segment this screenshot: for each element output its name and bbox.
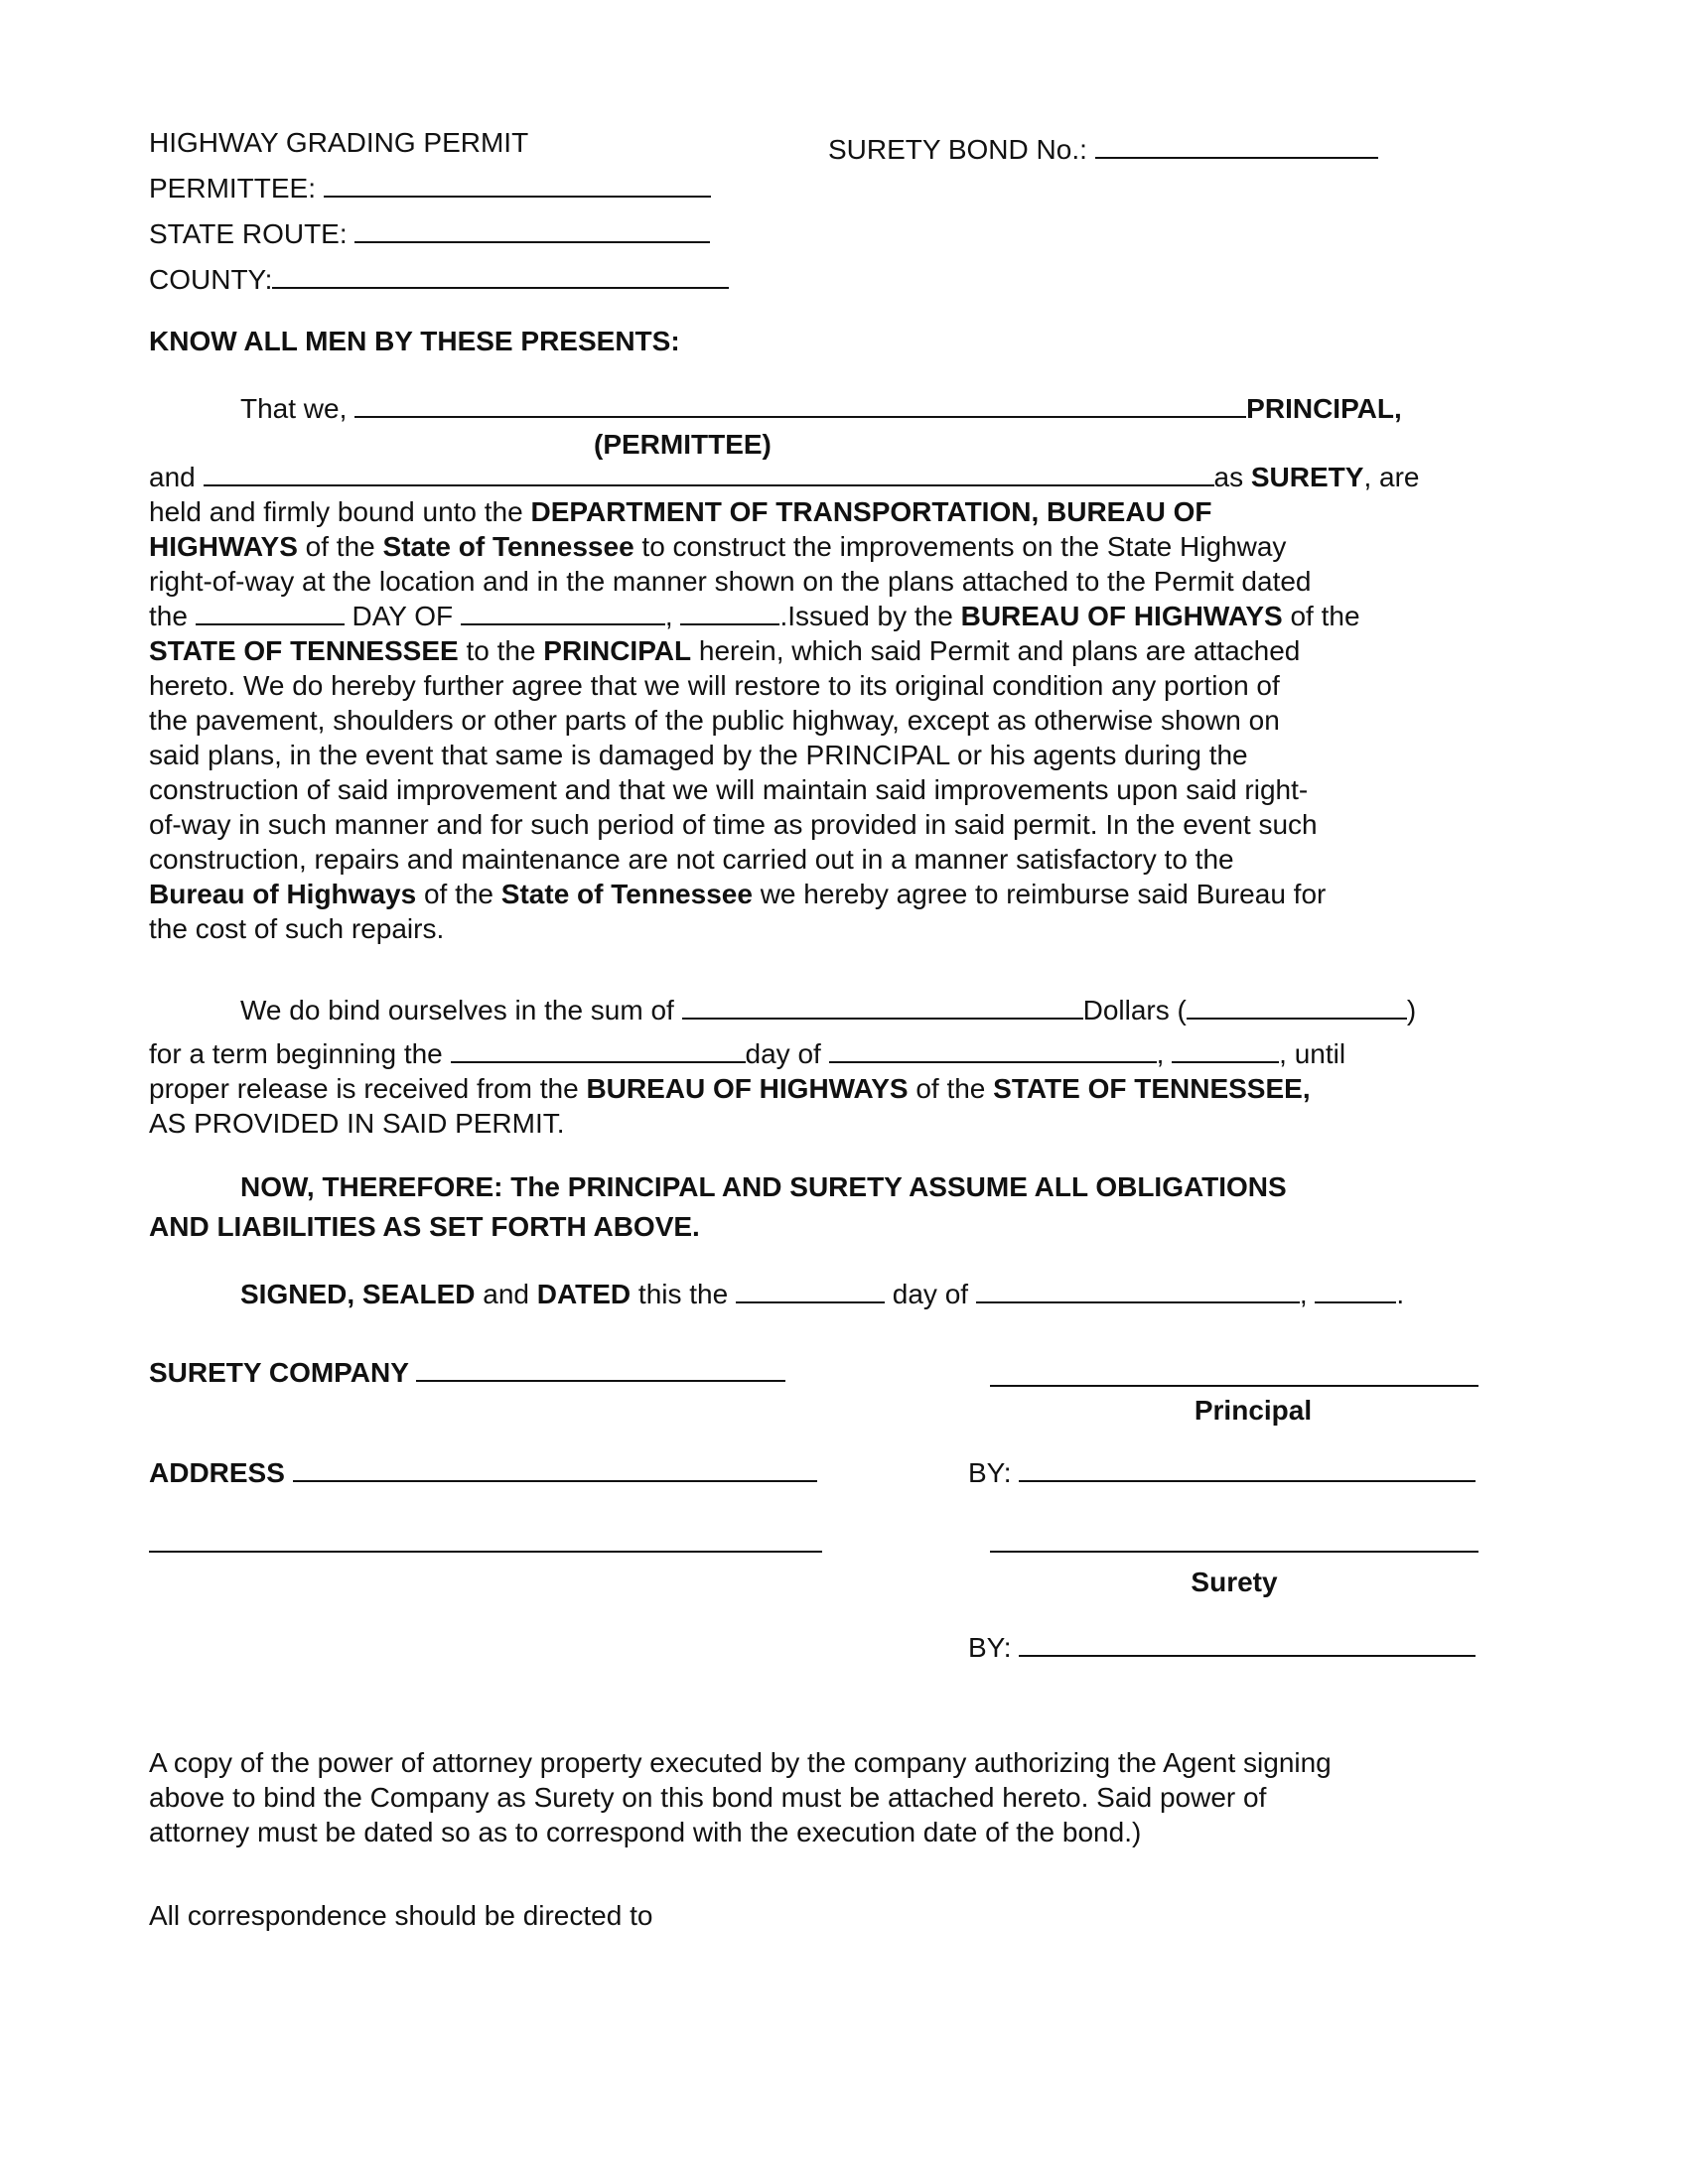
now-therefore-line-2: AND LIABILITIES AS SET FORTH ABOVE. (149, 1211, 700, 1242)
body-text: this the (631, 1279, 736, 1309)
body-text: AS PROVIDED IN SAID PERMIT. (149, 1108, 565, 1139)
body-text: of the (416, 879, 501, 909)
body-text-bold: HIGHWAYS (149, 531, 298, 562)
that-we-row (240, 391, 1402, 426)
permittee-field[interactable] (324, 172, 711, 198)
body-text-bold: PRINCIPAL (543, 635, 692, 666)
are-label: , are (1363, 462, 1420, 492)
by-label: BY: (968, 1457, 1012, 1488)
now-therefore-line-1: NOW, THEREFORE: The PRINCIPAL AND SURETY ASSUME ALL OBLIGATIONS (240, 1171, 1287, 1202)
body-text: of the (908, 1073, 994, 1104)
county-row (149, 262, 729, 297)
body-text: of the (297, 531, 383, 562)
sum-amount-field[interactable] (1187, 994, 1407, 1020)
body-text: proper release is received from the (149, 1073, 587, 1104)
body-text: herein, which said Permit and plans are attached (691, 635, 1301, 666)
surety-bond-row (828, 132, 1378, 167)
surety-company-row (149, 1355, 785, 1390)
body-text: .Issued by the (779, 601, 961, 631)
body-text: construction of said improvement and that we will maintain said improvements upon said right- (149, 774, 1309, 805)
permit-year-field[interactable] (680, 600, 779, 625)
address-field-2[interactable] (149, 1551, 822, 1553)
bind-sum-row (240, 993, 1416, 1027)
body-text-bold: DEPARTMENT OF TRANSPORTATION, BUREAU OF (530, 496, 1212, 527)
surety-caption: Surety (1191, 1567, 1278, 1597)
body-text: . (1396, 1279, 1405, 1309)
body-text: of the (1282, 601, 1360, 631)
and-label: and (149, 462, 196, 492)
body-text-bold: STATE OF TENNESSEE, (993, 1073, 1311, 1104)
state-route-field[interactable] (354, 217, 710, 243)
surety-label: SURETY (1250, 462, 1364, 492)
signed-sealed-row (240, 1277, 1404, 1311)
sum-words-field[interactable] (682, 994, 1083, 1020)
body-text-bold: BUREAU OF HIGHWAYS (586, 1073, 909, 1104)
correspondence-note: All correspondence should be directed to (149, 1900, 653, 1931)
body-text: , (1156, 1038, 1173, 1069)
body-text-bold: DATED (536, 1279, 632, 1309)
signed-day-field[interactable] (736, 1278, 885, 1303)
term-day-field[interactable] (451, 1037, 746, 1063)
as-label: as (1213, 462, 1251, 492)
body-text-bold: SIGNED, SEALED (240, 1279, 476, 1309)
by-label: BY: (968, 1632, 1012, 1663)
surety-by-field[interactable] (1019, 1631, 1476, 1657)
permittee-caption: (PERMITTEE) (594, 429, 772, 460)
principal-field[interactable] (354, 392, 1246, 418)
state-route-row (149, 216, 710, 251)
power-of-attorney-note (149, 1745, 1484, 1849)
body-text: the cost of such repairs. (149, 913, 445, 944)
body-text: held and firmly bound unto the (149, 496, 531, 527)
principal-caption: Principal (1194, 1395, 1313, 1426)
address-field-1[interactable] (293, 1456, 817, 1482)
body-text: said plans, in the event that same is damaged by the PRINCIPAL or his agents during the (149, 740, 1248, 770)
principal-by-row (968, 1455, 1476, 1490)
body-text: , (664, 601, 681, 631)
surety-bond-label: SURETY BOND No.: (828, 134, 1087, 165)
that-we-label: That we, (240, 393, 348, 424)
body-text: hereto. We do hereby further agree that we will restore to its original condition any portion of (149, 670, 1280, 701)
body-text: DAY OF (344, 601, 461, 631)
body-text: , until (1279, 1038, 1346, 1069)
term-month-field[interactable] (829, 1037, 1157, 1063)
surety-company-field[interactable] (416, 1356, 785, 1382)
surety-signature-line[interactable] (990, 1551, 1478, 1553)
body-text: of-way in such manner and for such period of time as provided in said permit. In the event such (149, 809, 1318, 840)
permit-day-field[interactable] (196, 600, 345, 625)
body-text: day of (884, 1279, 976, 1309)
permittee-label: PERMITTEE: (149, 173, 317, 204)
surety-row (149, 460, 1419, 494)
permittee-row (149, 171, 711, 205)
body-text: construction, repairs and maintenance are not carried out in a manner satisfactory to the (149, 844, 1234, 875)
body-text: we hereby agree to reimburse said Bureau for (752, 879, 1327, 909)
body-text: A copy of the power of attorney property executed by the company authorizing the Agent signing (149, 1747, 1332, 1778)
bond-body-paragraph (149, 494, 1484, 946)
body-text: and (475, 1279, 537, 1309)
principal-label: PRINCIPAL, (1246, 393, 1402, 424)
body-text: to construct the improvements on the State Highway (633, 531, 1287, 562)
body-text: above to bind the Company as Surety on this bond must be attached hereto. Said power of (149, 1782, 1267, 1813)
body-text: for a term beginning the (149, 1038, 451, 1069)
surety-name-field[interactable] (204, 461, 1214, 486)
signed-month-field[interactable] (976, 1278, 1300, 1303)
address-row (149, 1455, 817, 1490)
surety-bond-field[interactable] (1095, 133, 1378, 159)
body-text: We do bind ourselves in the sum of (240, 995, 682, 1025)
principal-signature-line[interactable] (990, 1385, 1478, 1387)
state-route-label: STATE ROUTE: (149, 218, 348, 249)
body-text: attorney must be dated so as to correspond with the execution date of the bond.) (149, 1817, 1142, 1847)
county-label: COUNTY: (149, 264, 273, 295)
surety-company-label: SURETY COMPANY (149, 1357, 409, 1388)
body-text-bold: STATE OF TENNESSEE (149, 635, 459, 666)
body-text-bold: BUREAU OF HIGHWAYS (960, 601, 1283, 631)
term-year-field[interactable] (1172, 1037, 1279, 1063)
body-text: the (149, 601, 196, 631)
body-text-bold: State of Tennessee (500, 879, 753, 909)
body-text: , (1299, 1279, 1316, 1309)
body-text: day of (745, 1038, 829, 1069)
signed-year-field[interactable] (1315, 1278, 1396, 1303)
body-text: right-of-way at the location and in the manner shown on the plans attached to the Permit dated (149, 566, 1312, 597)
body-text: ) (1406, 995, 1417, 1025)
address-label: ADDRESS (149, 1457, 285, 1488)
county-field[interactable] (272, 263, 729, 289)
body-text-bold: State of Tennessee (382, 531, 634, 562)
permit-month-field[interactable] (461, 600, 665, 625)
permit-title: HIGHWAY GRADING PERMIT (149, 127, 529, 158)
bind-term-paragraph (149, 1036, 1484, 1141)
body-text: the pavement, shoulders or other parts of the public highway, except as otherwise shown on (149, 705, 1280, 736)
know-all-heading: KNOW ALL MEN BY THESE PRESENTS: (149, 326, 680, 356)
body-text: to the (458, 635, 544, 666)
body-text-bold: Bureau of Highways (149, 879, 417, 909)
principal-by-field[interactable] (1019, 1456, 1476, 1482)
body-text: Dollars ( (1082, 995, 1187, 1025)
surety-by-row (968, 1630, 1476, 1665)
